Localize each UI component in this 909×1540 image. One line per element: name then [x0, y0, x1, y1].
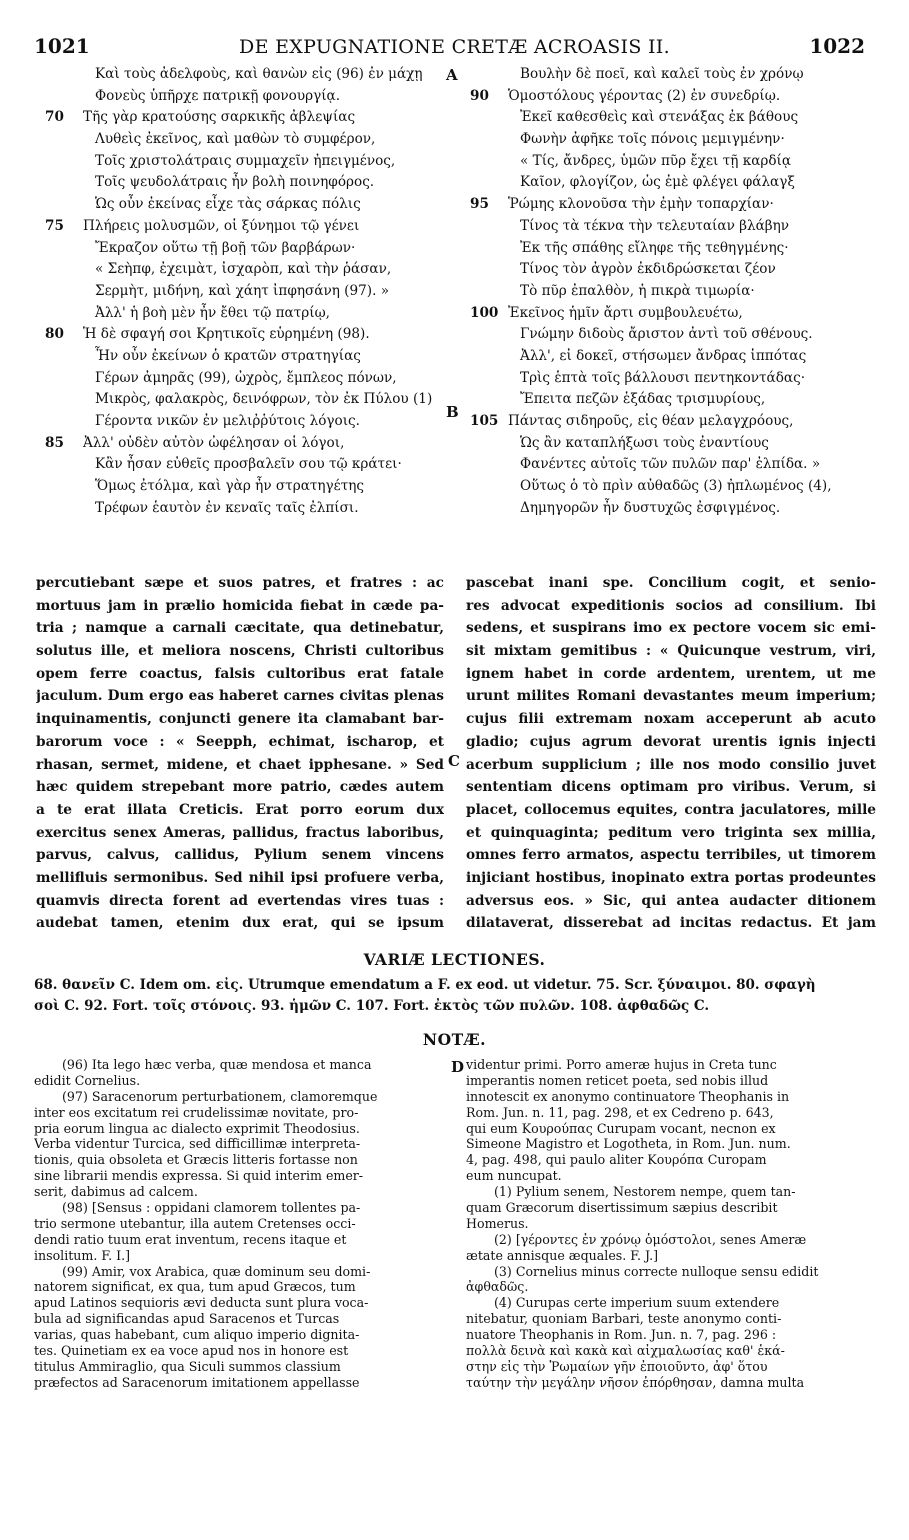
note-line: varias, quas habebant, cum aliquo imperio dignita- — [34, 1327, 360, 1343]
verse-line — [470, 107, 875, 129]
notes-column-left — [34, 1057, 444, 1391]
verse-number: 85 — [45, 434, 64, 451]
note-line: στην εἰς τὴν Ῥωμαίων γῆν ἐποιοῦντο, ἀφ' ὅτου — [466, 1358, 768, 1374]
page-number-right: 1022 — [809, 34, 865, 58]
varia-line: 68. θανεῖν C. Idem om. εἰς. Utrumque emendatum a F. ex eod. ut videtur. 75. Scr. ξύναιμοι. 80. σφαγὴ — [34, 977, 816, 993]
verse-line — [45, 172, 455, 194]
note-line: ἀφθαδῶς. — [466, 1279, 529, 1295]
prose-line: exercitus senex Ameras, pallidus, fractus laboribus, — [36, 824, 444, 841]
verse-line — [470, 151, 875, 173]
prose-line: solutus ille, et meliora noscens, Christi cultoribus — [36, 643, 444, 660]
verse-line — [45, 151, 455, 173]
note-line: insolitum. F. I.] — [34, 1247, 131, 1263]
note-line: videntur primi. Porro ameræ hujus in Creta tunc — [466, 1057, 777, 1072]
verse-line — [45, 129, 455, 151]
note-line: eum nuncupat. — [466, 1168, 562, 1184]
note-line: nitebatur, quoniam Barbari, teste anonymo conti- — [466, 1311, 782, 1327]
note-line: qui eum Κουρούπας Curupam vocant, necnon ex — [466, 1120, 776, 1136]
verse-text: Γέρων ἀμηρᾶς (99), ὠχρὸς, ἔμπλεος πόνων, — [95, 369, 397, 386]
verse-line — [470, 194, 875, 216]
note-line: tes. Quinetiam ex ea voce apud nos in honore est — [34, 1343, 349, 1359]
prose-line: barorum voce : « Seepph, echimat, ischarop, et — [36, 733, 444, 750]
note-line: innotescit ex anonymo continuatore Theophanis in — [466, 1088, 790, 1104]
verse-text: Τίνος τὰ τέκνα τὴν τελευταίαν βλάβην — [520, 217, 790, 234]
verse-text: Ἐκεῖνος ἡμῖν ἄρτι συμβουλευέτω, — [508, 304, 743, 321]
note-line: (96) Ita lego hæc verba, quæ mendosa et manca — [62, 1057, 372, 1072]
verse-text: Ἀλλ' οὐδὲν αὐτὸν ὠφέλησαν οἱ λόγοι, — [83, 434, 345, 451]
prose-line: adversus eos. » Sic, qui antea audacter ditionem — [466, 892, 876, 909]
verse-line — [45, 498, 455, 520]
verse-text: Ἐκεῖ καθεσθεὶς καὶ στενάξας ἐκ βάθους — [520, 109, 799, 126]
verse-line — [45, 86, 455, 108]
running-title: DE EXPUGNATIONE CRETÆ ACROASIS II. — [239, 36, 670, 58]
verse-line — [45, 281, 455, 303]
verse-line — [45, 238, 455, 260]
verse-line — [470, 238, 875, 260]
prose-line: sententiam dicens optimam pro viribus. Verum, si — [466, 779, 876, 796]
prose-line: audebat tamen, etenim dux erat, qui se ipsum — [36, 915, 444, 932]
varia-line: σοὶ C. 92. Fort. τοῖς στόνοις. 93. ἡμῶν C. 107. Fort. ἐκτὸς τῶν πυλῶν. 108. ἀφθαδῶς C. — [34, 998, 710, 1014]
note-line: Simeone Magistro et Logotheta, in Rom. Jun. num. — [466, 1136, 791, 1152]
margin-letter-b: B — [446, 403, 459, 421]
verse-text: Γέροντα νικῶν ἐν μελιῤῥύτοις λόγοις. — [95, 413, 360, 429]
verse-line — [470, 476, 875, 498]
verse-line — [45, 303, 455, 325]
verse-text: Ὅμως ἐτόλμα, καὶ γὰρ ἦν στρατηγέτης — [95, 478, 364, 495]
prose-line: injiciant hostibus, inopinato extra portas prodeuntes — [466, 869, 876, 886]
verse-text: Βουλὴν δὲ ποεῖ, καὶ καλεῖ τοὺς ἐν χρόνῳ — [520, 66, 804, 82]
verse-text: Πλήρεις μολυσμῶν, οἱ ξύνημοι τῷ γένει — [83, 217, 360, 234]
prose-line: percutiebant sæpe et suos patres, et fratres : ac — [36, 575, 444, 591]
verse-number: 95 — [470, 196, 489, 213]
verse-text: Τρὶς ἑπτὰ τοῖς βάλλουσι πεντηκοντάδας· — [520, 369, 806, 386]
verse-text: Μικρὸς, φαλακρὸς, δεινόφρων, τὸν ἐκ Πύλου (1) — [95, 391, 433, 408]
verse-text: Ῥώμης κλονοῦσα τὴν ἐμὴν τοπαρχίαν· — [508, 196, 774, 213]
prose-line: acerbum supplicium ; ille nos modo consilio juvet — [466, 756, 876, 773]
verse-line — [470, 454, 875, 476]
note-line: πολλὰ δεινὰ καὶ κακὰ καὶ αἰχμαλωσίας καθ' ἑκά- — [466, 1343, 785, 1359]
note-line: titulus Ammiraglio, qua Siculi summos classium — [34, 1358, 341, 1374]
prose-line: urunt milites Romani devastantes meum imperium; — [466, 688, 876, 705]
verse-number: 80 — [45, 326, 64, 343]
verse-line — [470, 368, 875, 390]
note-line: sine librarii mendis expressa. Si quid interim emer- — [34, 1168, 364, 1184]
note-line: trio sermone utebantur, illa autem Cretenses occi- — [34, 1215, 356, 1231]
verse-line — [45, 107, 455, 129]
verse-line — [45, 454, 455, 476]
verse-text: Καὶ τοὺς ἀδελφοὺς, καὶ θανὼν εἰς (96) ἐν μάχῃ — [95, 66, 423, 82]
verse-text: Καῖον, φλογίζον, ὡς ἐμὲ φλέγει φάλαγξ — [520, 174, 795, 191]
prose-line: quamvis directa forent ad evertendas vires tuas : — [36, 892, 444, 909]
note-line: (97) Saracenorum perturbationem, clamoremque — [62, 1088, 378, 1104]
prose-line: hæc quidem strepebant more patrio, cædes autem — [36, 779, 444, 796]
prose-line: rhasan, sermet, midene, et chaet ipphesane. » Sed — [36, 756, 444, 773]
page-number-left: 1021 — [34, 34, 90, 58]
verse-text: Κἂν ἦσαν εὐθεῖς προσβαλεῖν σου τῷ κράτει· — [95, 456, 402, 473]
variae-lectiones-heading: VARIÆ LECTIONES. — [363, 950, 546, 969]
verse-text: Τίνος τὸν ἀγρὸν ἐκδιδρώσκεται ζέον — [520, 261, 776, 278]
note-line: (4) Curupas certe imperium suum extendere — [494, 1295, 780, 1311]
note-line: ταύτην τὴν μεγάλην νῆσον ἐπόρθησαν, damna multa — [466, 1374, 805, 1390]
verse-text: Τοῖς ψευδολάτραις ἦν βολὴ ποινηφόρος. — [95, 174, 375, 191]
verse-line — [45, 194, 455, 216]
verse-number: 100 — [470, 304, 499, 321]
note-line: ætate annisque æquales. F. J.] — [466, 1247, 659, 1263]
verse-text: Ἔπειτα πεζῶν ἑξάδας τρισμυρίους, — [520, 391, 766, 408]
latin-translation-right — [466, 572, 876, 935]
verse-text: Ὡς ἂν καταπλήξωσι τοὺς ἐναντίους — [520, 434, 769, 451]
variae-lectiones-body — [34, 975, 876, 1017]
note-line: dendi ratio tuum erat inventum, recens itaque et — [34, 1231, 347, 1247]
verse-line — [470, 281, 875, 303]
verse-text: Ἦν οὖν ἐκείνων ὁ κρατῶν στρατηγίας — [95, 347, 361, 364]
note-line: (1) Pylium senem, Nestorem nempe, quem tan- — [494, 1184, 796, 1200]
verse-text: Φανέντες αὐτοῖς τῶν πυλῶν παρ' ἐλπίδα. » — [520, 456, 821, 473]
verse-line — [470, 129, 875, 151]
note-line: bula ad significandas apud Saracenos et Turcas — [34, 1311, 340, 1327]
verse-text: Γνώμην διδοὺς ἄριστον ἀντὶ τοῦ σθένους. — [520, 326, 813, 343]
verse-text: Ἡ δὲ σφαγή σοι Κρητικοῖς εὑρημένη (98). — [83, 326, 370, 343]
note-line: imperantis nomen reticet poeta, sed nobis illud — [466, 1072, 769, 1088]
verse-column-left — [45, 64, 455, 519]
notes-column-right — [466, 1057, 876, 1391]
note-line: Verba videntur Turcica, sed difficillimæ interpreta- — [34, 1136, 361, 1152]
note-line: tionis, quia obsoleta et Græcis litteris fortasse non — [34, 1152, 358, 1168]
verse-line — [470, 324, 875, 346]
verse-column-right — [470, 64, 875, 519]
prose-line: inquinamentis, conjuncti genere ita clamabant bar- — [36, 711, 444, 728]
verse-line — [45, 389, 455, 411]
verse-text: Ὡς οὖν ἐκείνας εἶχε τὰς σάρκας πόλις — [95, 196, 361, 213]
verse-line — [470, 86, 875, 108]
notae-heading: NOTÆ. — [422, 1030, 487, 1049]
note-line: serit, dabimus ad calcem. — [34, 1184, 198, 1200]
prose-line: opem ferre coactus, falsis cultoribus erat fatale — [36, 665, 444, 682]
prose-line: mellifluis sermonibus. Sed nihil ipsi profuere verba, — [36, 869, 444, 886]
prose-line: a te erat illata Creticis. Erat porro eorum dux — [36, 801, 444, 818]
verse-text: Ἀλλ', εἰ δοκεῖ, στήσωμεν ἄνδρας ἱππότας — [520, 347, 807, 364]
verse-line — [45, 259, 455, 281]
prose-line: omnes ferro armatos, aspectu terribiles, ut timorem — [466, 847, 876, 864]
verse-text: Τῆς γὰρ κρατούσης σαρκικῆς ἀβλεψίας — [83, 109, 356, 126]
verse-line — [470, 498, 875, 520]
verse-text: Σερμὴτ, μιδήνη, καὶ χάητ ἰπφησάνη (97). » — [95, 282, 390, 299]
verse-line — [45, 411, 455, 433]
verse-text: Πάντας σιδηροῦς, εἰς θέαν μελαγχρόους, — [508, 413, 794, 429]
note-line: edidit Cornelius. — [34, 1072, 141, 1088]
note-line: nuatore Theophanis in Rom. Jun. n. 7, pag. 296 : — [466, 1327, 777, 1343]
note-line: Homerus. — [466, 1215, 529, 1231]
note-line: (2) [γέροντες ἐν χρόνῳ ὁμόστολοι, senes Ameræ — [494, 1231, 807, 1247]
prose-line: ignem habet in corde ardentem, urentem, ut me — [466, 665, 876, 682]
note-line: natorem significat, ex qua, tum apud Græcos, tum — [34, 1279, 356, 1295]
verse-line — [45, 433, 455, 455]
verse-text: Τοῖς χριστολάτραις συμμαχεῖν ἠπειγμένος, — [95, 152, 396, 169]
verse-text: Τὸ πῦρ ἐπαλθὸν, ἡ πικρὰ τιμωρία· — [520, 282, 755, 299]
note-line: inter eos excitatum rei crudelissimæ novitate, pro- — [34, 1104, 359, 1120]
verse-text: Ἀλλ' ἡ βοὴ μὲν ἦν ἔθει τῷ πατρίῳ, — [95, 304, 330, 321]
running-header — [0, 34, 909, 64]
note-line: apud Latinos sequioris ævi deducta sunt plura voca- — [34, 1295, 369, 1311]
verse-line — [45, 368, 455, 390]
verse-line — [470, 346, 875, 368]
margin-letter-a: A — [446, 66, 458, 84]
verse-line — [470, 303, 875, 325]
verse-line — [470, 411, 875, 433]
verse-text: Φωνὴν ἀφῆκε τοῖς πόνοις μεμιγμένην· — [520, 131, 785, 148]
prose-line: gladio; cujus agrum devorat urentis ignis injecti — [466, 733, 876, 750]
verse-line — [45, 216, 455, 238]
note-line: (98) [Sensus : oppidani clamorem tollentes pa- — [62, 1200, 361, 1216]
note-line: præfectos ad Saracenorum imitationem appellasse — [34, 1374, 360, 1390]
prose-line: mortuus jam in prælio homicida fiebat in cæde pa- — [36, 597, 444, 614]
verse-number: 70 — [45, 109, 64, 126]
verse-line — [45, 64, 455, 86]
prose-line: placet, collocemus equites, contra jaculatores, mille — [466, 801, 876, 818]
verse-line — [45, 324, 455, 346]
verse-line — [470, 216, 875, 238]
verse-text: « Σεὴπφ, ἐχειμὰτ, ἰσχαρὸπ, καὶ τὴν ῥάσαν, — [95, 261, 392, 278]
prose-line: et quinquaginta; peditum vero triginta sex millia, — [466, 824, 876, 841]
note-line: Rom. Jun. n. 11, pag. 298, et ex Cedreno p. 643, — [466, 1104, 774, 1120]
latin-translation-left — [36, 572, 444, 935]
verse-number: 75 — [45, 217, 64, 234]
verse-text: Δημηγορῶν ἦν δυστυχῶς ἐσφιγμένος. — [520, 499, 781, 516]
prose-line: cujus filii extremam noxam acceperunt ab acuto — [466, 711, 876, 728]
prose-line: dilataverat, disserebat ad incitas redactus. Et jam — [466, 915, 876, 932]
verse-line — [45, 346, 455, 368]
verse-line — [470, 389, 875, 411]
verse-line — [470, 172, 875, 194]
verse-text: Ὁμοστόλους γέροντας (2) ἐν συνεδρίῳ. — [508, 87, 781, 104]
verse-number: 105 — [470, 413, 499, 429]
prose-line: res advocat expeditionis socios ad consilium. Ibi — [466, 597, 876, 614]
prose-line: tria ; namque a carnali cæcitate, qua detinebatur, — [36, 620, 444, 637]
margin-letter-c: C — [448, 752, 460, 770]
verse-text: Ἔκραζον οὕτω τῇ βοῇ τῶν βαρβάρων· — [95, 239, 356, 256]
verse-line — [470, 64, 875, 86]
verse-text: Λυθεὶς ἐκεῖνος, καὶ μαθὼν τὸ συμφέρον, — [95, 131, 376, 148]
verse-text: Ἐκ τῆς σπάθης εἴληφε τῆς τεθηγμένης· — [520, 239, 789, 256]
verse-number: 90 — [470, 87, 489, 104]
prose-line: jaculum. Dum ergo eas haberet carnes civitas plenas — [36, 688, 444, 705]
note-line: (3) Cornelius minus correcte nulloque sensu edidit — [494, 1263, 819, 1279]
note-line: (99) Amir, vox Arabica, quæ dominum seu domi- — [62, 1263, 371, 1279]
prose-line: pascebat inani spe. Concilium cogit, et senio- — [466, 575, 876, 591]
note-line: pria eorum lingua ac dialecto exprimit Theodosius. — [34, 1120, 360, 1136]
verse-text: Οὕτως ὁ τὸ πρὶν αὐθαδῶς (3) ἠπλωμένος (4), — [520, 478, 832, 495]
verse-line — [45, 476, 455, 498]
verse-line — [470, 259, 875, 281]
verse-text: Φονεὺς ὑπῆρχε πατρικῇ φονουργίᾳ. — [95, 87, 341, 104]
prose-line: parvus, calvus, callidus, Pylium senem vincens — [36, 847, 444, 864]
verse-line — [470, 433, 875, 455]
prose-line: sedens, et suspirans imo ex pectore vocem sic emi- — [466, 620, 876, 637]
prose-line: sit mixtam gemitibus : « Quicunque vestrum, viri, — [466, 643, 876, 660]
verse-text: « Τίς, ἄνδρες, ὑμῶν πῦρ ἔχει τῇ καρδίᾳ — [520, 152, 792, 169]
note-line: 4, pag. 498, qui paulo aliter Κουρόπα Curopam — [466, 1152, 767, 1168]
note-line: quam Græcorum disertissimum sæpius describit — [466, 1200, 778, 1216]
margin-letter-d: D — [451, 1058, 465, 1076]
verse-text: Τρέφων ἑαυτὸν ἐν κεναῖς ταῖς ἐλπίσι. — [95, 499, 359, 516]
